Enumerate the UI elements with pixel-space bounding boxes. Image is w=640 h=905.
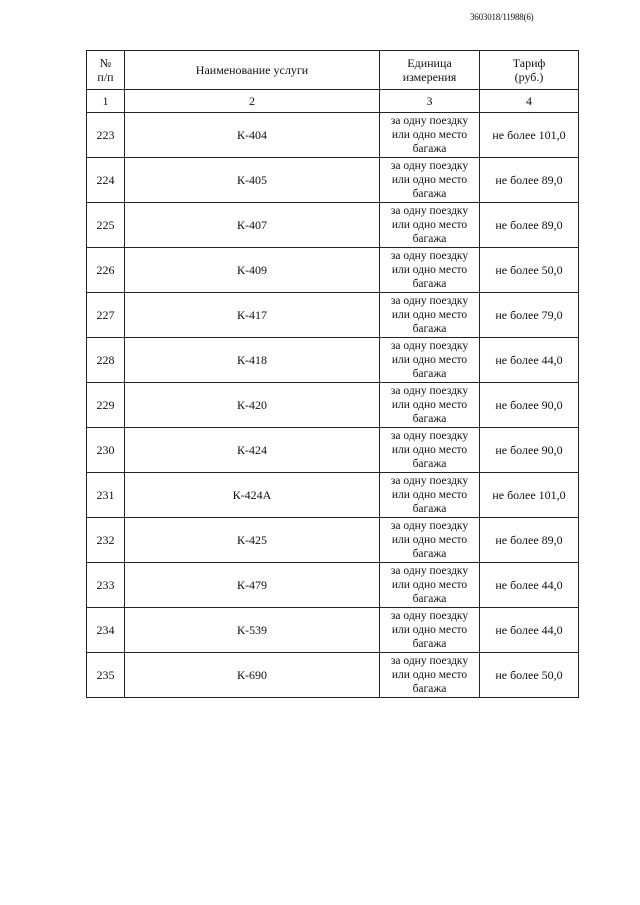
table-row (87, 383, 579, 428)
service-name: К-479 (125, 563, 380, 608)
service-name: К-409 (125, 248, 380, 293)
column-number-4: 4 (480, 90, 579, 113)
tariff-value: не более 44,0 (480, 563, 579, 608)
unit-of-measure: за одну поездку или одно место багажа (380, 203, 480, 248)
unit-of-measure: за одну поездку или одно место багажа (380, 158, 480, 203)
unit-of-measure: за одну поездку или одно место багажа (380, 608, 480, 653)
row-number: 227 (87, 293, 125, 338)
table-row (87, 158, 579, 203)
row-number: 232 (87, 518, 125, 563)
table-row (87, 428, 579, 473)
tariff-value: не более 50,0 (480, 653, 579, 698)
unit-of-measure: за одну поездку или одно место багажа (380, 113, 480, 158)
unit-of-measure: за одну поездку или одно место багажа (380, 518, 480, 563)
service-name: К-407 (125, 203, 380, 248)
header-name: Наименование услуги (125, 51, 380, 90)
tariff-value: не более 44,0 (480, 608, 579, 653)
tariff-value: не более 90,0 (480, 428, 579, 473)
service-name: К-420 (125, 383, 380, 428)
column-number-row (87, 90, 579, 113)
row-number: 226 (87, 248, 125, 293)
tariff-value: не более 90,0 (480, 383, 579, 428)
table-row (87, 248, 579, 293)
table-row (87, 113, 579, 158)
column-number-3: 3 (380, 90, 480, 113)
column-number-2: 2 (125, 90, 380, 113)
row-number: 230 (87, 428, 125, 473)
tariff-value: не более 89,0 (480, 203, 579, 248)
table-row (87, 653, 579, 698)
tariff-value: не более 89,0 (480, 518, 579, 563)
unit-of-measure: за одну поездку или одно место багажа (380, 293, 480, 338)
service-name: К-424 (125, 428, 380, 473)
row-number: 228 (87, 338, 125, 383)
row-number: 234 (87, 608, 125, 653)
header-row (87, 51, 579, 90)
row-number: 224 (87, 158, 125, 203)
table-row (87, 608, 579, 653)
unit-of-measure: за одну поездку или одно место багажа (380, 563, 480, 608)
service-name: К-425 (125, 518, 380, 563)
service-name: К-405 (125, 158, 380, 203)
tariff-value: не более 44,0 (480, 338, 579, 383)
tariff-value: не более 101,0 (480, 473, 579, 518)
table-row (87, 518, 579, 563)
table-row (87, 563, 579, 608)
unit-of-measure: за одну поездку или одно место багажа (380, 473, 480, 518)
tariff-value: не более 50,0 (480, 248, 579, 293)
tariff-value: не более 101,0 (480, 113, 579, 158)
service-name: К-417 (125, 293, 380, 338)
service-name: К-539 (125, 608, 380, 653)
row-number: 229 (87, 383, 125, 428)
row-number: 231 (87, 473, 125, 518)
service-name: К-418 (125, 338, 380, 383)
header-tariff: Тариф (руб.) (480, 51, 579, 90)
tariff-value: не более 79,0 (480, 293, 579, 338)
tariff-value: не более 89,0 (480, 158, 579, 203)
header-unit: Единица измерения (380, 51, 480, 90)
row-number: 225 (87, 203, 125, 248)
header-num: № п/п (87, 51, 125, 90)
row-number: 223 (87, 113, 125, 158)
tariff-table (86, 50, 579, 698)
unit-of-measure: за одну поездку или одно место багажа (380, 428, 480, 473)
service-name: К-404 (125, 113, 380, 158)
table-row (87, 473, 579, 518)
column-number-1: 1 (87, 90, 125, 113)
table-row (87, 293, 579, 338)
service-name: К-424А (125, 473, 380, 518)
unit-of-measure: за одну поездку или одно место багажа (380, 653, 480, 698)
service-name: К-690 (125, 653, 380, 698)
table-body (87, 113, 579, 698)
unit-of-measure: за одну поездку или одно место багажа (380, 248, 480, 293)
unit-of-measure: за одну поездку или одно место багажа (380, 383, 480, 428)
unit-of-measure: за одну поездку или одно место багажа (380, 338, 480, 383)
document-number: 3603018/11988(6) (470, 12, 534, 22)
table-row (87, 338, 579, 383)
row-number: 233 (87, 563, 125, 608)
row-number: 235 (87, 653, 125, 698)
table-row (87, 203, 579, 248)
